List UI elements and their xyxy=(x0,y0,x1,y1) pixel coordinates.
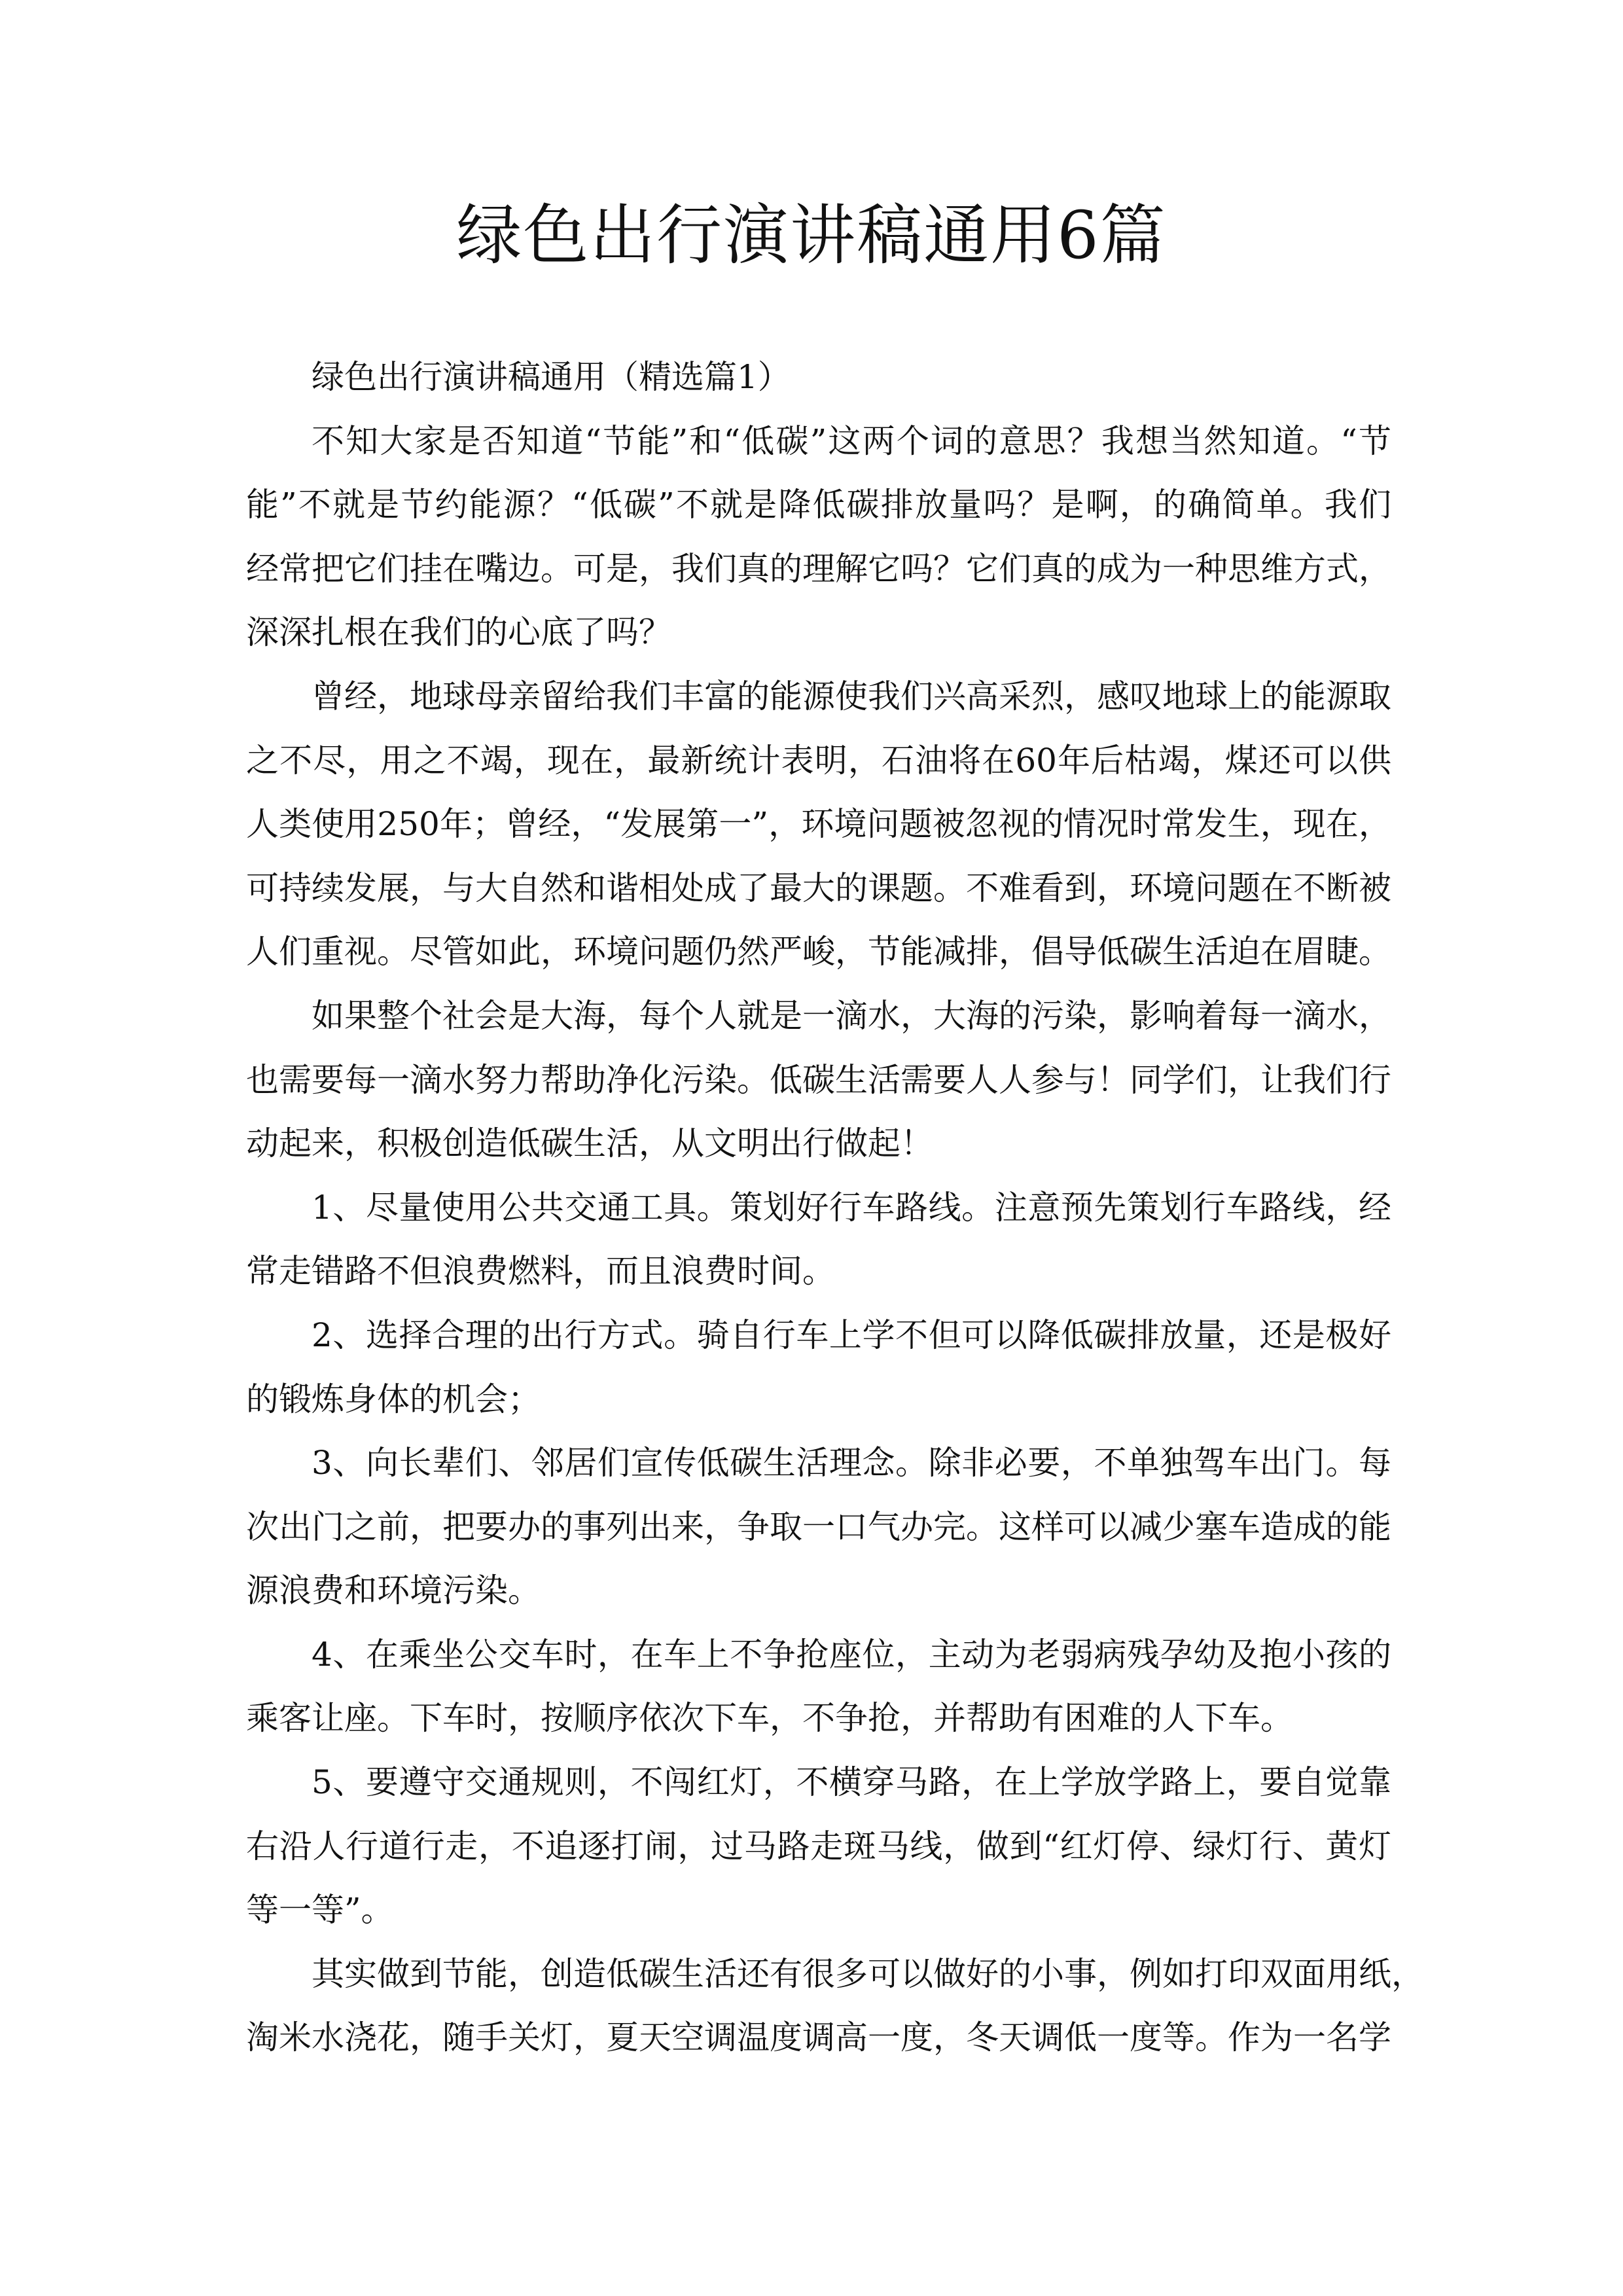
paragraph-final-line: 淘米水浇花，随手关灯，夏天空调温度调高一度，冬天调低一度等。作为一名学 xyxy=(246,2018,1391,2057)
list-item-3-line: 3、向长辈们、邻居们宣传低碳生活理念。除非必要，不单独驾车出门。每 xyxy=(312,1444,1391,1482)
paragraph-1-line: 能”不就是节约能源？“低碳”不就是降低碳排放量吗？是啊，的确简单。我们 xyxy=(246,486,1391,524)
paragraph-1-line: 经常把它们挂在嘴边。可是，我们真的理解它吗？它们真的成为一种思维方式， xyxy=(246,549,1391,588)
paragraph-2-line: 曾经，地球母亲留给我们丰富的能源使我们兴高采烈，感叹地球上的能源取 xyxy=(312,677,1391,715)
list-item-5-line: 5、要遵守交通规则，不闯红灯，不横穿马路，在上学放学路上，要自觉靠 xyxy=(312,1763,1391,1802)
paragraph-2-line: 人类使用250年；曾经，“发展第一”，环境问题被忽视的情况时常发生，现在， xyxy=(246,805,1391,844)
document-title: 绿色出行演讲稿通用6篇 xyxy=(456,197,1167,274)
list-item-5-line: 等一等”。 xyxy=(246,1891,394,1929)
paragraph-2-line: 可持续发展，与大自然和谐相处成了最大的课题。不难看到，环境问题在不断被 xyxy=(246,869,1391,907)
document-body xyxy=(246,346,1424,2070)
section-heading: 绿色出行演讲稿通用（精选篇1） xyxy=(312,358,791,396)
paragraph-final-line: 其实做到节能，创造低碳生活还有很多可以做好的小事，例如打印双面用纸， xyxy=(312,1954,1424,1993)
paragraph-3-line: 如果整个社会是大海，每个人就是一滴水，大海的污染，影响着每一滴水， xyxy=(312,996,1391,1035)
list-item-3-line: 源浪费和环境污染。 xyxy=(246,1571,541,1610)
list-item-4-line: 乘客让座。下车时，按顺序依次下车，不争抢，并帮助有困难的人下车。 xyxy=(246,1699,1293,1738)
paragraph-1-line: 不知大家是否知道“节能”和“低碳”这两个词的意思？我想当然知道。“节 xyxy=(312,422,1391,460)
paragraph-1-line: 深深扎根在我们的心底了吗？ xyxy=(246,613,671,652)
paragraph-3-line: 也需要每一滴水努力帮助净化污染。低碳生活需要人人参与！同学们，让我们行 xyxy=(246,1060,1391,1099)
list-item-2-line: 2、选择合理的出行方式。骑自行车上学不但可以降低碳排放量，还是极好 xyxy=(312,1316,1391,1354)
paragraph-3-line: 动起来，积极创造低碳生活，从文明出行做起！ xyxy=(246,1124,933,1163)
paragraph-2-line: 人们重视。尽管如此，环境问题仍然严峻，节能减排，倡导低碳生活迫在眉睫。 xyxy=(246,933,1391,971)
paragraph-2-line: 之不尽，用之不竭，现在，最新统计表明，石油将在60年后枯竭，煤还可以供 xyxy=(246,741,1391,780)
list-item-5-line: 右沿人行道行走，不追逐打闹，过马路走斑马线，做到“红灯停、绿灯行、黄灯 xyxy=(246,1827,1391,1865)
list-item-1-line: 常走错路不但浪费燃料，而且浪费时间。 xyxy=(246,1252,835,1291)
list-item-2-line: 的锻炼身体的机会； xyxy=(246,1380,541,1418)
list-item-4-line: 4、在乘坐公交车时，在车上不争抢座位，主动为老弱病残孕幼及抱小孩的 xyxy=(312,1635,1391,1674)
list-item-3-line: 次出门之前，把要办的事列出来，争取一口气办完。这样可以减少塞车造成的能 xyxy=(246,1507,1391,1546)
list-item-1-line: 1、尽量使用公共交通工具。策划好行车路线。注意预先策划行车路线，经 xyxy=(312,1188,1391,1227)
